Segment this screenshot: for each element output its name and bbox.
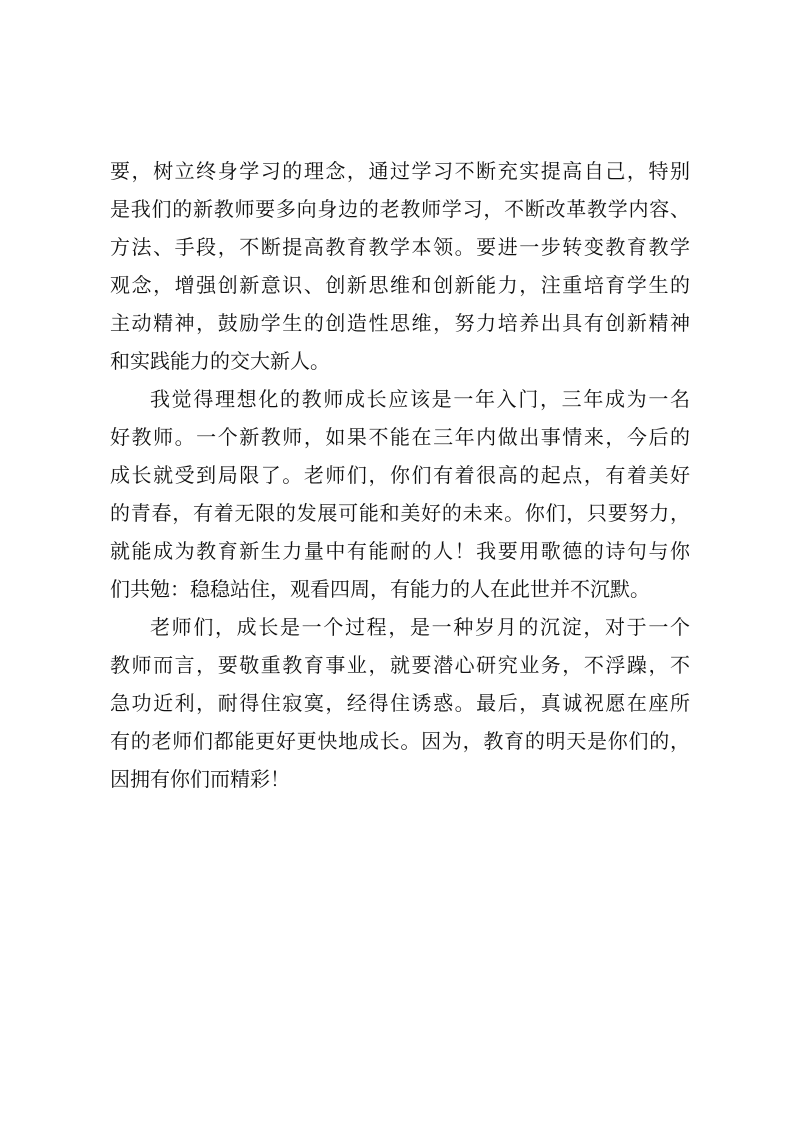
text-line: 有的老师们都能更好更快地成长。因为，教育的明天是你们的， <box>110 729 690 753</box>
text-line: 的青春，有着无限的发展可能和美好的未来。你们，只要努力， <box>110 501 690 525</box>
paragraph-2 <box>110 380 690 608</box>
text-line: 老师们，成长是一个过程，是一种岁月的沉淀，对于一个 <box>150 615 690 639</box>
text-line: 成长就受到局限了。老师们，你们有着很高的起点，有着美好 <box>110 463 690 487</box>
text-line: 就能成为教育新生力量中有能耐的人！我要用歌德的诗句与你 <box>110 539 690 563</box>
text-line: 急功近利，耐得住寂寞，经得住诱惑。最后，真诚祝愿在座所 <box>110 691 690 715</box>
text-line: 因拥有你们而精彩！ <box>110 767 290 791</box>
text-line: 教师而言，要敬重教育事业，就要潜心研究业务，不浮躁，不 <box>110 653 690 677</box>
text-line: 观念，增强创新意识、创新思维和创新能力，注重培育学生的 <box>110 273 690 297</box>
text-line: 要，树立终身学习的理念，通过学习不断充实提高自己，特别 <box>110 159 690 183</box>
text-line: 是我们的新教师要多向身边的老教师学习，不断改革教学内容、 <box>110 197 690 221</box>
text-line: 好教师。一个新教师，如果不能在三年内做出事情来，今后的 <box>110 425 690 449</box>
paragraph-1 <box>110 152 690 380</box>
text-line: 方法、手段，不断提高教育教学本领。要进一步转变教育教学 <box>110 235 690 259</box>
text-line: 和实践能力的交大新人。 <box>110 349 330 373</box>
text-line: 主动精神，鼓励学生的创造性思维，努力培养出具有创新精神 <box>110 311 690 335</box>
paragraph-3 <box>110 608 690 798</box>
text-line: 我觉得理想化的教师成长应该是一年入门，三年成为一名 <box>150 387 690 411</box>
document-body <box>110 152 690 798</box>
text-line: 们共勉：稳稳站住，观看四周，有能力的人在此世并不沉默。 <box>110 577 650 601</box>
